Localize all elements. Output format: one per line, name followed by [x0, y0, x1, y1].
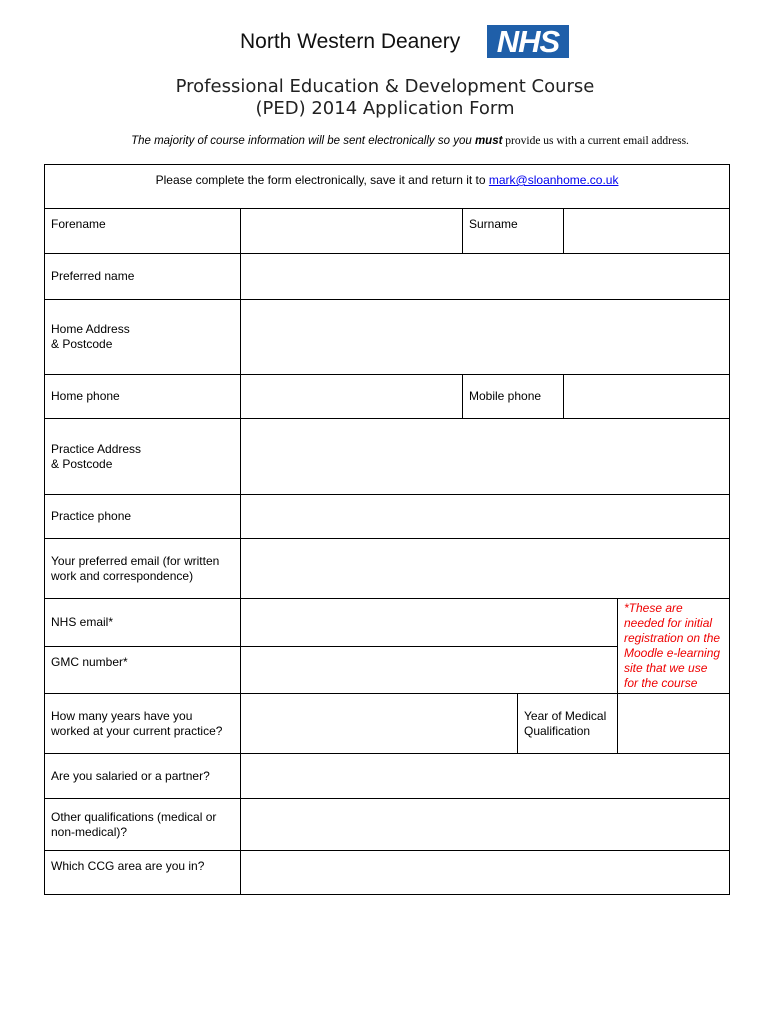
home-address-label-line1: Home Address — [51, 322, 130, 336]
nhs-logo: NHS — [487, 25, 569, 58]
mobile-phone-label: Mobile phone — [463, 375, 564, 419]
preferred-email-input[interactable] — [241, 539, 730, 599]
other-qualifications-input[interactable] — [241, 799, 730, 851]
title-line-1: Professional Education & Development Course — [175, 76, 595, 97]
surname-label: Surname — [463, 209, 564, 254]
practice-phone-input[interactable] — [241, 495, 730, 539]
year-qualification-label: Year of Medical Qualification — [518, 694, 618, 754]
return-email-link[interactable]: mark@sloanhome.co.uk — [488, 173, 619, 187]
registration-note: *These are needed for initial registration on the Moodle e-learning site that we use for the course — [618, 599, 730, 694]
home-address-label — [45, 300, 241, 375]
title-line-2: (PED) 2014 Application Form — [255, 98, 515, 119]
forename-label: Forename — [45, 209, 241, 254]
ccg-area-input[interactable] — [241, 851, 730, 895]
instructions-cell — [45, 165, 730, 209]
gmc-number-input[interactable] — [241, 646, 618, 694]
home-address-input[interactable] — [241, 300, 730, 375]
year-qualification-input[interactable] — [618, 694, 730, 754]
practice-address-label-line1: Practice Address — [51, 441, 142, 456]
form-title — [0, 76, 770, 120]
home-phone-input[interactable] — [241, 375, 463, 419]
nhs-email-input[interactable] — [241, 599, 618, 647]
intro-emphasis: must — [474, 135, 503, 147]
salaried-partner-input[interactable] — [241, 754, 730, 799]
salaried-partner-label: Are you salaried or a partner? — [45, 754, 241, 799]
preferred-email-label: Your preferred email (for written work and correspondence) — [45, 539, 241, 599]
application-form-table — [44, 164, 730, 895]
years-practice-input[interactable] — [241, 694, 518, 754]
gmc-number-label: GMC number* — [45, 646, 241, 694]
forename-input[interactable] — [241, 209, 463, 254]
organisation-name: North Western Deanery — [240, 30, 461, 53]
mobile-phone-input[interactable] — [564, 375, 730, 419]
instructions-text: Please complete the form electronically, save it and return it to — [155, 173, 489, 187]
nhs-email-label: NHS email* — [45, 599, 241, 647]
practice-address-label-line2: & Postcode — [51, 456, 113, 471]
surname-input[interactable] — [564, 209, 730, 254]
practice-phone-label: Practice phone — [45, 495, 241, 539]
years-practice-label: How many years have you worked at your current practice? — [45, 694, 241, 754]
home-address-label-line2: & Postcode — [51, 337, 113, 351]
practice-address-label — [45, 419, 241, 495]
ccg-area-label: Which CCG area are you in? — [45, 851, 241, 895]
intro-note — [100, 134, 720, 148]
intro-text-2: provide us with a current email address. — [502, 135, 689, 147]
preferred-name-label: Preferred name — [45, 254, 241, 300]
intro-text-1: The majority of course information will be sent electronically so you — [131, 135, 475, 147]
home-phone-label: Home phone — [45, 375, 241, 419]
preferred-name-input[interactable] — [241, 254, 730, 300]
other-qualifications-label: Other qualifications (medical or non-medical)? — [45, 799, 241, 851]
practice-address-input[interactable] — [241, 419, 730, 495]
